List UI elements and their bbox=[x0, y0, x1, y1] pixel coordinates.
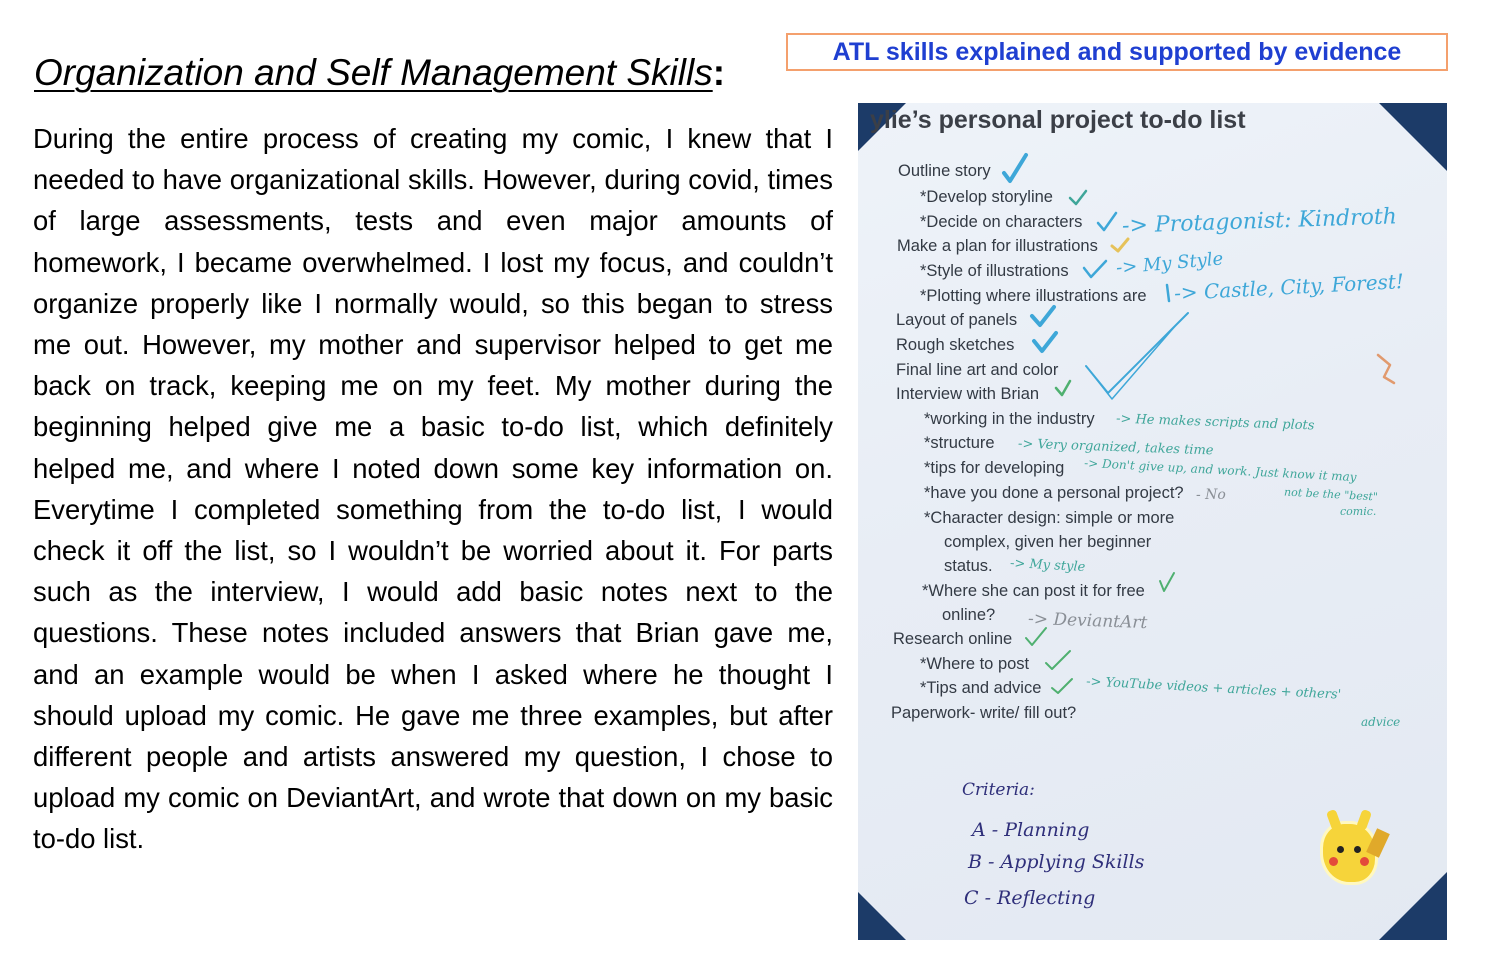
todo-item: Research online bbox=[893, 630, 1013, 648]
page-heading bbox=[34, 52, 725, 94]
note-youtube: -> YouTube videos + articles + others' bbox=[1085, 674, 1342, 703]
note-places: -> Castle, City, Forest! bbox=[1173, 268, 1405, 306]
criteria-c: C - Reflecting bbox=[964, 887, 1096, 909]
todo-item: *structure bbox=[924, 434, 995, 452]
note-deviantart: -> DeviantArt bbox=[1027, 608, 1148, 634]
note-project: - No bbox=[1196, 487, 1226, 503]
note-tips: -> Don't give up, and work. Just know it may bbox=[1083, 455, 1357, 485]
criteria-b: B - Applying Skills bbox=[968, 851, 1145, 873]
todo-item: *Decide on characters bbox=[920, 213, 1083, 231]
todo-item: *have you done a personal project? bbox=[924, 484, 1184, 502]
todo-item: *Where to post bbox=[920, 655, 1030, 673]
todo-item: *Develop storyline bbox=[920, 188, 1053, 206]
todo-item: *Plotting where illustrations are bbox=[920, 287, 1147, 305]
criteria-label: Criteria: bbox=[962, 780, 1035, 800]
todo-item: Paperwork- write/ fill out? bbox=[891, 704, 1077, 722]
todo-item: Outline story bbox=[898, 162, 991, 180]
todo-item: Rough sketches bbox=[896, 336, 1015, 354]
note-industry: -> He makes scripts and plots bbox=[1115, 411, 1315, 434]
todo-item: Interview with Brian bbox=[896, 385, 1040, 403]
note-tips-3: comic. bbox=[1340, 505, 1377, 518]
todo-item: Final line art and color bbox=[896, 361, 1059, 379]
note-tips-2: not be the "best" bbox=[1283, 485, 1379, 504]
note-structure: -> Very organized, takes time bbox=[1017, 436, 1214, 459]
note-advice: advice bbox=[1361, 715, 1401, 729]
atl-callout-box bbox=[786, 33, 1448, 71]
note-style: -> My Style bbox=[1115, 248, 1225, 279]
todo-item: Layout of panels bbox=[896, 311, 1018, 329]
todo-item: *Tips and advice bbox=[920, 679, 1042, 697]
todo-list-photo bbox=[858, 103, 1447, 940]
todo-item: *Character design: simple or more bbox=[924, 509, 1175, 527]
todo-list-title: ylie’s personal project to-do list bbox=[870, 106, 1246, 134]
todo-item: complex, given her beginner bbox=[944, 533, 1152, 551]
body-paragraph: During the entire process of creating my comic, I knew that I needed to have organizational skills. However, during covid, times of large assessments, tests and even major amounts of homework, I became overwhelmed. I lost my focus, and couldn’t organize properly like I normally would, so this began to stress me out. However, my mother and supervisor helped to get me back on track, keeping me on my feet. My mother during the beginning helped give me a basic to-do list, which definitely helped me, and where I noted down some key information on. Everytime I completed something from the to-do list, I would check it off the list, so I wouldn’t be worried about it. For parts such as the interview, I would add basic notes next to the questions. These notes included answers that Brian gave me, and an example would be when I asked where he thought I should upload my comic. He gave me three examples, but after different people and artists answered my question, I chose to upload my comic on DeviantArt, and wrote that down on my basic to-do list. bbox=[33, 123, 833, 855]
todo-item: *working in the industry bbox=[924, 410, 1095, 428]
heading-colon: : bbox=[712, 52, 726, 93]
criteria-a: A - Planning bbox=[972, 819, 1090, 841]
todo-item: status. bbox=[944, 557, 993, 575]
pikachu-sticker bbox=[1320, 821, 1378, 885]
todo-item: *Where she can post it for free bbox=[922, 582, 1145, 600]
note-protagonist: -> Protagonist: Kindroth bbox=[1121, 204, 1398, 239]
note-my-style: -> My style bbox=[1009, 556, 1086, 575]
heading-title: Organization and Self Management Skills bbox=[34, 52, 713, 93]
todo-item: Make a plan for illustrations bbox=[897, 237, 1098, 255]
todo-item: online? bbox=[942, 606, 996, 624]
todo-item: *Style of illustrations bbox=[920, 262, 1069, 280]
callout-text: ATL skills explained and supported by evidence bbox=[832, 37, 1402, 66]
todo-item: *tips for developing bbox=[924, 459, 1065, 477]
